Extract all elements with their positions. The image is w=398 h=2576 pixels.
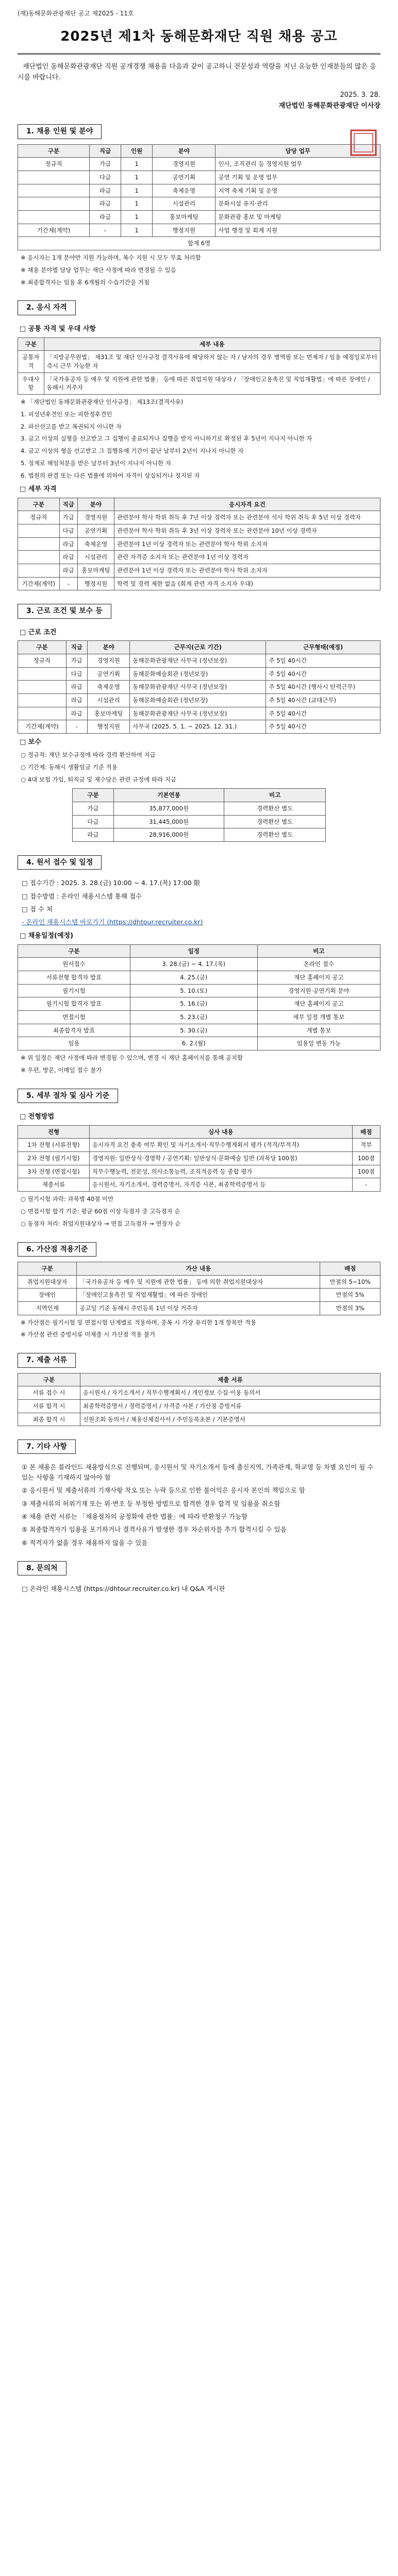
section-1-title: 1. 채용 인원 및 분야 [18,124,102,139]
column-header: 구분 [18,498,60,511]
common-qual-heading: □ 공통 자격 및 우대 사항 [20,325,96,333]
column-header: 구분 [18,337,44,351]
schedule-notes [18,1054,380,1075]
column-header: 구분 [72,789,114,802]
table-row [18,511,380,524]
table-cell: 동해문화관광재단 사무국 (정년보장) [130,707,266,720]
table-cell: - [352,1178,380,1192]
table-cell: 주 5일 40시간 (교대근무) [266,694,380,707]
section-7-title: 7. 제출 서류 [18,1353,76,1367]
page-title: 2025년 제1차 동해문화재단 직원 채용 공고 [60,29,338,45]
column-header: 분야 [153,144,215,158]
table-row [18,1386,380,1400]
table-cell: 5. 10.(토) [130,984,257,997]
table-cell: 라급 [72,828,114,842]
table-cell: 학력 및 경력 제한 없음 (회계 관련 자격 소지자 우대) [114,577,380,590]
section-9-title: 8. 문의처 [18,1561,67,1575]
column-header: 직급 [59,498,77,511]
table-cell [18,184,90,197]
detail-qual-heading: □ 세부 자격 [20,485,57,493]
table-cell: 다급 [89,171,121,184]
table-cell: 3. 28.(금) ~ 4. 17.(목) [130,958,257,971]
table-cell [18,524,60,537]
table-cell: 경력환산 별도 [224,815,326,828]
table-cell: 임용 [18,1037,130,1050]
table-row [18,1301,380,1315]
table-cell: 기간제(계약) [18,224,90,237]
table-row [18,1037,380,1050]
list-item: ⑥ 적격자가 없을 경우 채용하지 않을 수 있음 [22,1538,148,1547]
table-cell: 공연기획 [77,524,114,537]
table-cell: 100점 [352,1165,380,1178]
table-cell: 경력환산 별도 [224,802,326,816]
table-cell: 주 5일 40시간 [266,707,380,720]
table-row [18,524,380,537]
table-cell: - [59,577,77,590]
table-cell: 세부 일정 개별 통보 [257,1011,380,1024]
table-cell: 라급 [89,211,121,224]
schedule-heading: □ 채용일정(예정) [20,931,74,940]
table-cell: 31,445,000원 [114,815,224,828]
column-header: 분야 [87,641,130,654]
disqualification-rule-heading: ※ 「재단법인 동해문화관광재단 인사규정」 제13조(결격사유) [21,398,184,405]
positions-total: 합계 6명 [18,237,380,250]
column-header: 일정 [130,944,257,958]
table-cell: 라급 [89,184,121,197]
table-cell [18,171,90,184]
table-cell: 서류전형 합격자 발표 [18,971,130,985]
column-header: 응시자격 요건 [114,498,380,511]
table-row [18,958,380,971]
table-cell: 「장애인고용촉진 및 직업재활법」에 따른 장애인 [77,1289,320,1302]
table-cell: 라급 [66,694,87,707]
table-row [18,694,380,707]
table-cell: 가급 [59,511,77,524]
column-header: 구분 [18,641,67,654]
list-item: ③ 제출서류의 허위기재 또는 위·변조 등 부정한 방법으로 합격한 경우 합격 및 임용을 취소함 [22,1499,280,1507]
table-cell: 공연기획 [153,171,215,184]
column-header: 구분 [18,1373,80,1386]
table-row [72,815,326,828]
column-header: 구분 [18,1262,77,1275]
application-period: □ 접수기간 : 2025. 3. 28.(금) 10:00 ~ 4. 17.(목) 17:00 限 [22,879,201,887]
table-row [18,1413,380,1426]
schedule-table [18,944,380,1050]
table-cell: 만점의 3% [320,1301,380,1315]
table-cell: 관련분야 1년 이상 경력자 또는 관련분야 학사 학위 소지자 [114,564,380,577]
column-header: 기본연봉 [114,789,224,802]
table-row [18,997,380,1011]
table-cell: 「지방공무원법」 제31조 및 재단 인사규정 결격사유에 해당하지 않는 자 / 남자의 경우 병역필 또는 면제자 / 임용 예정일로부터 즉시 근무 가능한 자 [44,351,380,372]
table-cell: 1 [121,224,153,237]
application-location: □ 접 수 처 [22,905,53,913]
list-item: ○ 정규직: 재단 보수규정에 따라 경력 환산하여 지급 [21,751,156,758]
table-cell: 행정지원 [77,577,114,590]
table-cell: 사무국 (2025. 5. 1. ~ 2025. 12. 31.) [130,720,266,734]
list-item: ○ 기간제: 동해시 생활임금 기준 적용 [21,763,118,771]
table-cell: 6. 2.(월) [130,1037,257,1050]
table-cell: 주 5일 40시간 [266,654,380,668]
table-cell: 공연 기획 및 운영 업무 [215,171,380,184]
table-cell: 경영지원 [87,654,130,668]
table-cell: 축제운영 [153,184,215,197]
column-header: 비고 [224,789,326,802]
table-cell: 기간제(계약) [18,720,67,734]
table-row [18,158,380,171]
detail-qualification-table [18,498,380,591]
table-cell [18,564,60,577]
list-item: 4. 금고 이상의 형을 선고받고 그 집행유예 기간이 끝난 날부터 2년이 지나지 아니한 자 [21,447,244,455]
pay-notes [18,751,380,784]
table-row [18,707,380,720]
table-cell: 1 [121,184,153,197]
list-item: 2. 파산선고를 받고 복권되지 아니한 자 [21,422,122,430]
table-cell [18,694,67,707]
list-item: ① 본 채용은 블라인드 채용방식으로 진행되며, 응시원서 및 자기소개서 등에 출신지역, 가족관계, 학교명 등 차별 요인이 될 수 있는 사항을 기재하지 않아야 함 [22,1463,374,1481]
screening-heading: □ 전형방법 [20,1112,55,1121]
table-cell: 필기시험 [18,984,130,997]
screening-table [18,1125,380,1192]
table-cell: 가급 [66,654,87,668]
table-row [18,1024,380,1037]
table-cell: 경영지원: 일반상식·경영학 / 공연기획: 일반상식·문화예술 일반 (과목당 100점) [89,1152,352,1165]
table-cell: 다급 [66,667,87,681]
table-cell [18,197,90,211]
column-header: 구분 [18,144,90,158]
table-cell [18,707,67,720]
table-cell: 3차 전형 (면접시험) [18,1165,90,1178]
column-header: 배점 [320,1262,380,1275]
table-cell: 직무수행능력, 전문성, 의사소통능력, 조직적응력 등 종합 평가 [89,1165,352,1178]
table-cell: 28,916,000원 [114,828,224,842]
list-item: 3. 금고 이상의 실형을 선고받고 그 집행이 종료되거나 집행을 받지 아니하기로 확정된 후 5년이 지나지 아니한 자 [21,435,312,443]
table-cell: - [89,224,121,237]
table-cell: 공연기획 [87,667,130,681]
table-cell: 만점의 5~10% [320,1275,380,1289]
column-header: 구분 [18,944,130,958]
column-header: 담당 업무 [215,144,380,158]
table-cell: 제출서류 [18,1178,90,1192]
table-cell: 100점 [352,1152,380,1165]
list-item: ※ 최종합격자는 임용 후 6개월의 수습기간을 거침 [21,278,150,286]
table-row [72,802,326,816]
table-cell: 사업 행정 및 회계 지원 [215,224,380,237]
column-header: 비고 [257,944,380,958]
table-cell: 최종학력증명서 / 경력증명서 / 자격증 사본 / 가산점 증빙서류 [80,1399,380,1413]
table-row [18,1275,380,1289]
table-cell: 정규직 [18,158,90,171]
list-item: ○ 면접시험 합격 기준: 평균 60점 이상 득점자 중 고득점자 순 [21,1207,180,1215]
table-row [18,1289,380,1302]
table-cell: 공통자격 [18,351,44,372]
table-cell: 5. 30.(금) [130,1024,257,1037]
table-cell: 임용일 변동 가능 [257,1037,380,1050]
table-cell: 적부 [352,1139,380,1152]
table-cell: 주 5일 40시간 [266,667,380,681]
table-cell [18,551,60,564]
table-cell: 5. 23.(금) [130,1011,257,1024]
table-cell: 장애인 [18,1289,77,1302]
title-divider [18,53,380,55]
table-cell: 최종합격자 발표 [18,1024,130,1037]
column-header: 전형 [18,1125,90,1139]
list-item: ○ 4대 보험 가입, 퇴직금 및 제수당은 관련 규정에 따라 지급 [21,775,176,783]
column-header: 제출 서류 [80,1373,380,1386]
section-6-title: 6. 가산점 적용기준 [18,1242,96,1257]
table-row [18,211,380,224]
table-row [18,197,380,211]
table-cell: 행정지원 [153,224,215,237]
table-cell: 홍보마케팅 [87,707,130,720]
list-item: 5. 징계로 해임처분을 받은 날부터 3년이 지나지 아니한 자 [21,460,171,467]
table-cell: 시설관리 [153,197,215,211]
table-cell: 시설관리 [87,694,130,707]
table-cell: 홍보마케팅 [153,211,215,224]
list-item: ※ 채용 분야별 담당 업무는 재단 사정에 따라 변경될 수 있음 [21,266,176,274]
table-row [18,681,380,694]
screening-notes [18,1195,380,1228]
column-header: 배점 [352,1125,380,1139]
table-row [18,351,380,372]
column-header: 근무지(근로 기간) [130,641,266,654]
table-row [18,551,380,564]
table-cell: 라급 [59,537,77,551]
table-cell: 관련분야 학사 학위 취득 후 3년 이상 경력자 또는 관련분야 10년 이상 경력자 [114,524,380,537]
table-cell: 필기시험 합격자 발표 [18,997,130,1011]
table-cell: 관련분야 1년 이상 경력자 또는 관련분야 학사 학위 소지자 [114,537,380,551]
table-cell [18,667,67,681]
table-row [18,984,380,997]
table-cell: 라급 [66,681,87,694]
table-cell: 주 5일 40시간 (행사시 탄력근무) [266,681,380,694]
column-header: 분야 [77,498,114,511]
table-cell: 4. 25.(금) [130,971,257,985]
list-item: ※ 응시자는 1개 분야만 지원 가능하며, 복수 지원 시 모두 무효 처리함 [21,254,201,262]
table-cell: 가급 [72,802,114,816]
list-item: ② 응시원서 및 제출서류의 기재사항 착오 또는 누락 등으로 인한 불이익은 응시자 본인의 책임으로 함 [22,1486,305,1495]
table-cell: 행정지원 [87,720,130,734]
table-cell: 가급 [89,158,121,171]
table-cell: 인사, 조직관리 등 경영지원 업무 [215,158,380,171]
table-cell: 홍보마케팅 [77,564,114,577]
table-row [18,1139,380,1152]
table-cell: 1 [121,158,153,171]
table-row [18,537,380,551]
table-row [72,828,326,842]
table-row [18,224,380,237]
column-header: 근무형태(예정) [266,641,380,654]
table-cell: 동해문화예술회관 (정년보장) [130,667,266,681]
table-cell: 기간제(계약) [18,577,60,590]
table-row [18,372,380,394]
table-row [18,720,380,734]
table-row [18,1178,380,1192]
table-cell: 최종 합격 시 [18,1413,80,1426]
table-cell: 응시원서 / 자기소개서 / 직무수행계획서 / 개인정보 수집·이용 동의서 [80,1386,380,1400]
table-cell: 재단 홈페이지 공고 [257,971,380,985]
table-cell: - [66,720,87,734]
table-cell [18,681,67,694]
list-item: ④ 채용 관련 서류는 「채용절차의 공정화에 관한 법률」에 따라 반환청구 가능함 [22,1512,248,1520]
table-cell [18,537,60,551]
pay-heading: □ 보수 [20,738,41,747]
section-3-title: 3. 근로 조건 및 보수 등 [18,604,111,618]
table-cell: 정규직 [18,511,60,524]
table-cell: 「국가유공자 등 예우 및 지원에 관한 법률」 등에 따른 취업지원 대상자 / 「장애인고용촉진 및 직업재활법」에 따른 장애인 / 동해시 거주자 [44,372,380,394]
table-cell: 라급 [59,551,77,564]
table-row [18,564,380,577]
table-cell: 면접시험 [18,1011,130,1024]
table-cell: 재단 홈페이지 공고 [257,997,380,1011]
table-cell: 공고일 기준 동해시 주민등록 1년 이상 거주자 [77,1301,320,1315]
online-recruit-link[interactable]: - 온라인 채용시스템 바로가기 (https://dhtour.recruiter.co.kr) [22,918,203,926]
table-cell [18,211,90,224]
table-cell: 응시원서, 자기소개서, 경력증명서, 자격증 사본, 최종학력증명서 등 [89,1178,352,1192]
notice-number: (재)동해문화관광재단 공고 제2025 - 11호 [18,10,134,17]
table-cell: 라급 [66,707,87,720]
bonus-notes [18,1318,380,1340]
work-conditions-heading: □ 근로 조건 [20,628,57,636]
column-header: 심사 내용 [89,1125,352,1139]
documents-table [18,1373,380,1427]
table-cell: 문화관광 홍보 및 마케팅 [215,211,380,224]
list-item: ※ 가산점 관련 증빙서류 미제출 시 가산점 적용 불가 [21,1331,156,1338]
positions-table [18,144,380,250]
section-4-title: 4. 원서 접수 및 일정 [18,855,102,870]
column-header: 인원 [121,144,153,158]
table-cell: 서류 접수 시 [18,1386,80,1400]
column-header: 직급 [66,641,87,654]
table-cell: 35,877,000원 [114,802,224,816]
table-cell: 1차 전형 (서류전형) [18,1139,90,1152]
column-header: 세부 내용 [44,337,380,351]
table-cell: 정규직 [18,654,67,668]
table-cell: 만점의 5% [320,1289,380,1302]
table-cell: 라급 [89,197,121,211]
issuer-name: 재단법인 동해문화관광재단 이사장 [278,101,380,110]
bonus-points-table [18,1262,380,1315]
section-8-title: 7. 기타 사항 [18,1439,76,1454]
table-row [18,971,380,985]
table-row [18,184,380,197]
table-cell: 경력환산 별도 [224,828,326,842]
table-cell: 지역인재 [18,1301,77,1315]
table-cell: 동해문화관광재단 사무국 (정년보장) [130,654,266,668]
table-row [18,1152,380,1165]
work-conditions-table [18,640,380,734]
table-cell: 경영지원 [153,158,215,171]
common-qualification-table [18,337,380,395]
table-cell: 개별 통보 [257,1024,380,1037]
table-row [18,171,380,184]
column-header: 직급 [89,144,121,158]
section-5-title: 5. 세부 절차 및 심사 기준 [18,1089,118,1103]
table-row [18,1011,380,1024]
notice-date: 2025. 3. 28. [340,91,380,99]
intro-text: 재단법인 동해문화관광재단 직원 공개경쟁 채용을 다음과 같이 공고하니 전문성과 역량을 지닌 유능한 인재분들의 많은 응시를 바랍니다. [18,63,376,81]
table-cell: 1 [121,197,153,211]
list-item: 1. 피성년후견인 또는 피한정후견인 [21,410,112,418]
table-row [18,1399,380,1413]
table-cell: 5. 16.(금) [130,997,257,1011]
table-cell: 동해문화관광재단 사무국 (정년보장) [130,681,266,694]
list-item: ○ 필기시험 과락: 과목별 40점 미만 [21,1195,114,1203]
table-row [18,667,380,681]
list-item: 6. 법원의 판결 또는 다른 법률에 의하여 자격이 상실되거나 정지된 자 [21,471,200,479]
table-cell: 라급 [59,564,77,577]
table-cell: 신원조회 동의서 / 채용신체검사서 / 주민등록초본 / 기본증명서 [80,1413,380,1426]
list-item: ※ 위 일정은 재단 사정에 따라 변경될 수 있으며, 변경 시 재단 홈페이지를 통해 공지함 [21,1054,243,1062]
table-row [18,577,380,590]
column-header: 가산 내용 [77,1262,320,1275]
table-cell: 문화시설 유지·관리 [215,197,380,211]
list-item: ⑤ 최종합격자가 임용을 포기하거나 결격사유가 발생한 경우 차순위자를 추가 합격시킬 수 있음 [22,1526,287,1534]
disqualification-rules [18,410,380,481]
table-cell: 지역 축제 기획 및 운영 [215,184,380,197]
official-seal-icon [350,129,377,157]
table-cell: 1 [121,211,153,224]
table-cell: 축제운영 [87,681,130,694]
table-cell: 다급 [72,815,114,828]
table-cell: 경영지원 [77,511,114,524]
contact-info[interactable]: □ 온라인 채용시스템 (https://dhtour.recruiter.co.kr) 내 Q&A 게시판 [22,1585,225,1593]
table-cell: 시설관리 [77,551,114,564]
table-row [18,1165,380,1178]
table-cell: 취업지원대상자 [18,1275,77,1289]
table-cell: 축제운영 [77,537,114,551]
table-cell: 응시자격 요건 충족 여부 확인 및 자기소개서·직무수행계획서 평가 (적격/부적격) [89,1139,352,1152]
table-row [18,654,380,668]
section-2-title: 2. 응시 자격 [18,300,76,315]
table-cell: 주 5일 40시간 [266,720,380,734]
table-cell: 우대사항 [18,372,44,394]
table-cell: 관련분야 학사 학위 취득 후 7년 이상 경력자 또는 관련분야 석사 학위 취득 후 5년 이상 경력자 [114,511,380,524]
table-cell: 2차 전형 (필기시험) [18,1152,90,1165]
table-cell: 원서접수 [18,958,130,971]
pay-table [72,788,326,842]
list-item: ※ 가산점은 필기시험 및 면접시험 단계별로 적용하며, 중복 시 가장 유리한 1개 항목만 적용 [21,1318,256,1326]
list-item: ※ 우편, 방문, 이메일 접수 불가 [21,1066,102,1074]
table-cell: 1 [121,171,153,184]
table-cell: 다급 [59,524,77,537]
table-cell: 온라인 접수 [257,958,380,971]
table-cell: 서류 합격 시 [18,1399,80,1413]
section-1-notes [18,253,380,287]
table-cell: 동해문화예술회관 (정년보장) [130,694,266,707]
table-cell: 「국가유공자 등 예우 및 지원에 관한 법률」 등에 의한 취업지원대상자 [77,1275,320,1289]
list-item: ○ 동점자 처리: 취업지원대상자 → 면접 고득점자 → 연장자 순 [21,1219,181,1227]
other-matters-list [18,1462,380,1548]
table-cell: 관련 자격증 소지자 또는 관련분야 1년 이상 경력자 [114,551,380,564]
table-cell: 경영지원·공연기획 분야 [257,984,380,997]
application-method: □ 접수방법 : 온라인 채용시스템 통해 접수 [22,892,142,900]
